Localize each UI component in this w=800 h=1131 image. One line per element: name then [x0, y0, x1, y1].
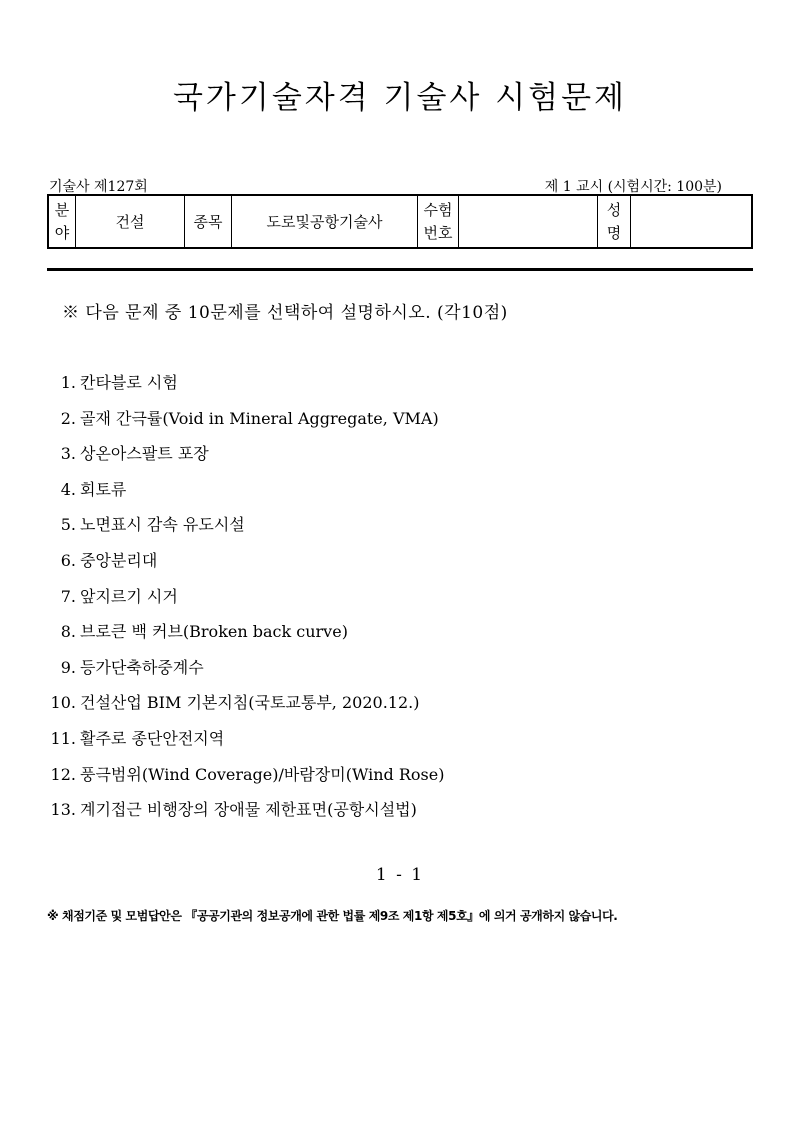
field-label-bottom: 야: [54, 223, 70, 242]
question-text: 칸타블로 시험: [80, 373, 178, 392]
question-text: 골재 간극률(Void in Mineral Aggregate, VMA): [80, 408, 439, 428]
question-number: 13.: [50, 800, 76, 820]
question-item: [40, 442, 444, 478]
field-label-top: 분: [54, 200, 70, 219]
question-item: [40, 407, 444, 443]
question-text: 등가단축하중계수: [80, 657, 204, 677]
question-text: 노면표시 감속 유도시설: [80, 515, 245, 535]
question-item: [40, 691, 444, 727]
exam-number-label-cell: [418, 195, 459, 248]
question-number: 2.: [60, 408, 76, 428]
question-text: 활주로 종단안전지역: [80, 728, 225, 748]
question-number: 6.: [60, 550, 76, 570]
question-text: 상온아스팔트 포장: [80, 444, 209, 464]
header-divider: [47, 268, 753, 271]
exam-number-label-bottom: 번호: [423, 223, 453, 242]
exam-number-field[interactable]: [459, 195, 598, 248]
question-text: 계기접근 비행장의 장애물 제한표면(공항시설법): [80, 800, 417, 820]
instruction-text: ※ 다음 문제 중 10문제를 선택하여 설명하시오. (각10점): [62, 303, 508, 323]
page-number: 1 - 1: [375, 865, 425, 885]
question-number: 9.: [60, 657, 76, 677]
name-label-bottom: 명: [606, 223, 622, 242]
question-number: 5.: [60, 515, 76, 535]
question-item: [40, 549, 444, 585]
question-text: 앞지르기 시거: [80, 586, 178, 606]
item-value: 도로및공항기술사: [232, 195, 418, 248]
exam-info-table: [47, 194, 753, 249]
page-title: 국가기술자격 기술사 시험문제: [172, 80, 627, 116]
question-text: 브로큰 백 커브(Broken back curve): [80, 622, 348, 642]
question-text: 풍극범위(Wind Coverage)/바람장미(Wind Rose): [80, 764, 445, 784]
name-field[interactable]: [631, 195, 753, 248]
name-label-cell: [598, 195, 631, 248]
question-number: 11.: [50, 728, 76, 748]
item-label: 종목: [185, 195, 232, 248]
exam-session-time: 제 1 교시 (시험시간: 100분): [544, 179, 722, 195]
question-item: [40, 763, 444, 799]
question-item: [40, 620, 444, 656]
question-text: 회토류: [80, 479, 127, 499]
question-number: 8.: [60, 622, 76, 642]
question-list: [40, 371, 444, 834]
disclosure-footnote: ※ 채점기준 및 모범답안은 『공공기관의 정보공개에 관한 법률 제9조 제1항 제5호』에 의거 공개하지 않습니다.: [47, 909, 618, 923]
question-item: [40, 656, 444, 692]
question-number: 7.: [60, 586, 76, 606]
question-number: 1.: [60, 373, 76, 392]
exam-meta-row: [47, 176, 752, 194]
question-item: [40, 585, 444, 621]
question-item: [40, 478, 444, 514]
question-text: 중앙분리대: [80, 550, 158, 570]
question-number: 12.: [50, 764, 76, 784]
field-label-cell: [48, 195, 76, 248]
name-label-top: 성: [606, 200, 622, 219]
question-item: [40, 798, 444, 834]
question-number: 10.: [50, 693, 76, 713]
question-text: 건설산업 BIM 기본지침(국토교통부, 2020.12.): [80, 693, 420, 713]
question-number: 3.: [60, 444, 76, 464]
field-value: 건설: [76, 195, 185, 248]
exam-number-label-top: 수험: [423, 200, 453, 219]
question-number: 4.: [60, 479, 76, 499]
exam-level-round: 기술사 제127회: [49, 179, 148, 195]
question-item: [40, 513, 444, 549]
question-item: [40, 727, 444, 763]
question-item: [40, 371, 444, 407]
